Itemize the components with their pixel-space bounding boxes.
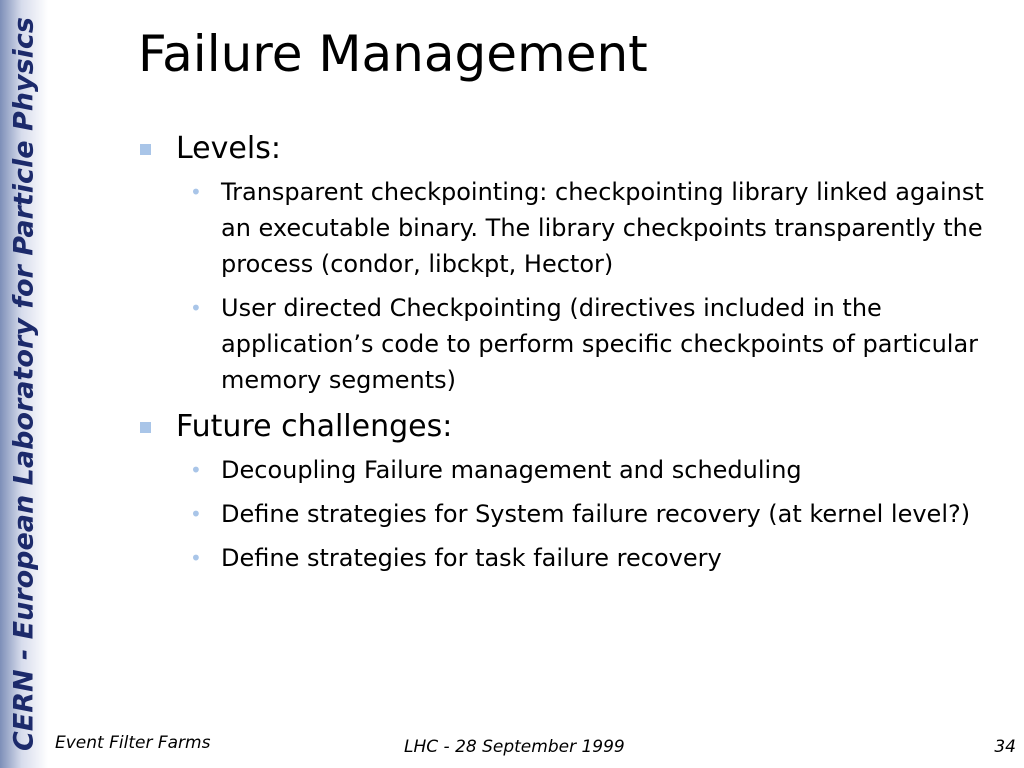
- square-bullet-icon: [140, 422, 151, 433]
- sub-bullet-item: [176, 452, 988, 488]
- sub-bullet-text: Define strategies for System failure recovery (at kernel level?): [221, 500, 971, 528]
- footer-page-number: 34: [994, 737, 1016, 757]
- sub-bullet-item: [176, 290, 988, 398]
- dot-bullet-icon: •: [190, 546, 202, 570]
- sub-bullet-item: [176, 174, 988, 282]
- dot-bullet-icon: •: [190, 180, 202, 204]
- sub-bullet-item: [176, 496, 988, 532]
- sub-bullet-list: [176, 174, 988, 398]
- side-banner: [0, 0, 48, 768]
- bullet-text: Future challenges:: [176, 409, 453, 444]
- sub-bullet-text: Define strategies for task failure recovery: [221, 544, 722, 572]
- footer-event-name: Event Filter Farms: [55, 733, 211, 753]
- bullet-text: Levels:: [176, 131, 281, 166]
- dot-bullet-icon: •: [190, 458, 202, 482]
- bullet-list: [138, 128, 988, 576]
- slide-content: [138, 128, 988, 584]
- dot-bullet-icon: •: [190, 296, 202, 320]
- sub-bullet-item: [176, 540, 988, 576]
- slide-title: Failure Management: [138, 25, 648, 83]
- square-bullet-icon: [140, 144, 151, 155]
- footer-date: LHC - 28 September 1999: [404, 737, 625, 757]
- sub-bullet-text: Transparent checkpointing: checkpointing library linked against an executable binary. The library checkpoints transparently the process (condor, libckpt, Hector): [221, 178, 984, 278]
- bullet-future-challenges: [138, 406, 988, 576]
- side-banner-text: CERN - European Laboratory for Particle Physics: [8, 16, 40, 752]
- dot-bullet-icon: •: [190, 502, 202, 526]
- sub-bullet-text: User directed Checkpointing (directives included in the application’s code to perform specific checkpoints of particular memory segments): [221, 294, 979, 394]
- sub-bullet-text: Decoupling Failure management and scheduling: [221, 456, 802, 484]
- sub-bullet-list: [176, 452, 988, 576]
- bullet-levels: [138, 128, 988, 398]
